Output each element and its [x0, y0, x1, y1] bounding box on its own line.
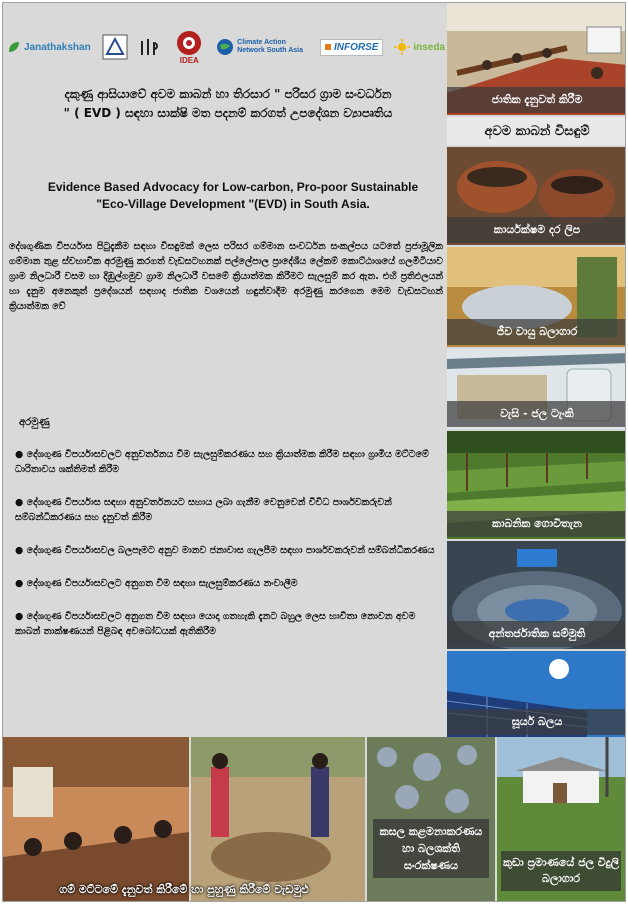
tile-caption: වැසි - ජල ටැංකි	[447, 401, 626, 427]
poster	[2, 2, 626, 902]
tile-caption: සූර්ය බලය	[447, 709, 626, 735]
title-english: Evidence Based Advocacy for Low-carbon, Pro-poor Sustainable "Eco-Village Development "(EVD) in South Asia.	[47, 180, 419, 211]
bottom-photo-row	[3, 737, 625, 902]
photo-waste-management	[367, 737, 495, 902]
objective-text: දේශගුණ විපර්යාසවලට අනුගත වීම සඳහා යොදා ගතහැකි දැනට බහුල ලෙස භාවිතා නොවන අවම කාබන් තාක්ෂණයන් පිළිබඳ අවබෝධයක් ඇතිකිරීම	[15, 611, 416, 637]
leaf-icon	[7, 40, 21, 54]
idea-emblem-icon	[173, 30, 205, 56]
tile-caption: කාර්යක්ෂම දර ලිප	[447, 217, 626, 243]
can-sa-logo	[216, 38, 309, 56]
inseda-logo	[394, 39, 445, 55]
low-carbon-solutions-banner: අවම කාබන් විසඳුම්	[447, 117, 626, 145]
photo-classroom-training	[3, 737, 189, 902]
photo-international-conventions	[447, 541, 626, 649]
workshop-photo	[191, 737, 365, 902]
objective-text: දේශගුණ විපර්යාසවලට අනුවර්තනය වීම සැලසුම්කරණය සහ ක්‍රියාත්මක කිරීම සඳහා ග්‍රාමීය මට්ටමේ ධාරිතාවය ශක්තිමත් කිරීම	[15, 449, 429, 475]
photo-caption: කුඩා ප්‍රමාණයේ ජල විදුලි බලාගාර	[501, 851, 621, 891]
adc-emblem-icon	[102, 34, 128, 60]
photo-village-workshop	[191, 737, 365, 902]
training-photo	[3, 737, 189, 902]
list-item: ● දේශගුණ විපර්යාසවලට අනුගත වීම සඳහා යොදා ගතහැකි දැනට බහුල ලෙස භාවිතා නොවන අවම කාබන් තාක්ෂණයන් පිළිබඳ අවබෝධයක් ඇතිකිරීම	[15, 611, 416, 637]
dib-logo	[138, 35, 162, 59]
sun-icon	[394, 39, 410, 55]
photo-biogas	[447, 247, 626, 347]
photo-rainwater-tank	[447, 349, 626, 429]
list-item: ● දේශගුණ විපර්යාසවල බලපෑමට අනුව මානව ජනාවාස ගැලපීම සඳහා පාර්ශවකරුවන් සම්බන්ධීකරණය	[15, 545, 435, 556]
right-photo-column	[447, 3, 626, 737]
logo-label: Janathakshan	[24, 41, 91, 53]
list-item: ● දේශගුණ විපර්යාසවලට අනුගත වීම සඳහා සැලසුම්කරණය නංවාලීම	[15, 578, 298, 589]
photo-solar-power	[447, 651, 626, 737]
list-item: ● දේශගුණ විපර්යාස සඳහා අනුවර්තනයට සහාය ලබා ගැනීම වෙනුවෙන් විවිධ පාර්ශවකරුවන් සම්බන්ධීකරණය සහ දැනුවත් කිරීම	[15, 497, 392, 523]
logo-row	[7, 27, 445, 67]
tile-caption: කාබනික ගොවිතැන	[447, 511, 626, 537]
objectives-list	[15, 447, 435, 657]
logo-label: Climate Action Network South Asia	[237, 39, 304, 54]
title-sinhala: දකුණු ආසියාවේ අවම කාබන් හා තිරසාර " පරිසර ග්‍රාම සංවර්ධන " ( EVD ) සඳහා සාක්ෂි මත පදනම් කරගත් උපදේශන ව්‍යාපෘතිය	[63, 87, 393, 120]
can-globe-icon	[216, 38, 234, 56]
photo-efficient-stove	[447, 147, 626, 245]
objective-text: දේශගුණ විපර්යාස සඳහා අනුවර්තනයට සහාය ලබා ගැනීම වෙනුවෙන් විවිධ පාර්ශවකරුවන් සම්බන්ධීකරණය සහ දැනුවත් කිරීම	[15, 497, 392, 523]
photo-national-awareness	[447, 3, 626, 115]
logo-label: INFORSE	[334, 41, 379, 53]
inforse-logo-icon	[325, 44, 331, 50]
photo-organic-farming	[447, 431, 626, 539]
logo-label: IDEA	[179, 55, 199, 65]
tile-caption: ජීව වායු බලාගාර	[447, 319, 626, 345]
bottom-caption-training: ගම් මට්ටමේ දැනුවත් කිරීමේ හා පුහුණු කිරීමේ වැඩමුළු	[59, 883, 309, 896]
objectives-heading: අරමුණු	[19, 417, 50, 428]
tile-caption: අන්තර්ජාතික සම්මුති	[447, 621, 626, 647]
logo-label: inseda	[413, 41, 445, 53]
tile-caption: ජාතික දැනුවත් කිරීම	[447, 87, 626, 113]
janathakshan-logo	[7, 40, 91, 54]
dib-logo-icon	[138, 35, 162, 59]
objective-text: දේශගුණ විපර්යාසවලට අනුගත වීම සඳහා සැලසුම්කරණය නංවාලීම	[26, 578, 298, 589]
adc-logo	[102, 34, 128, 60]
photo-micro-hydro	[497, 737, 625, 902]
intro-paragraph: දේශගුණික විපර්යාස පිටුදැකීම සඳහා විසඳුමක් ලෙස පරිසර ගම්මාන සංවර්ධන සංකල්පය යටතේ ප්‍රජාමූලික ගම්මාන තුළ ස්වභාවික අරමුණු කරගත් වැඩසටහනක් පල්ලේපාල ප්‍රාදේශීය ලේකම් කොට්ඨාශයේ ගලමිටියාව ග්‍රාම නිලධාරී වසම හා දිඹුල්ගමුව ග්‍රාම නිලධාරී වසමේ ක්‍රියාත්මක කිරීමට සැලසුම් කර ඇත. එහි ප්‍රතිඵලයන් හා දැනුම අනෙකුත් ප්‍රදේශයන් සඳහාද ජාතික වශයෙන් හඳුන්වාදීම අරමුණු කරගෙන මෙම වැඩසටහන් ක්‍රියාත්මක වේ	[9, 241, 443, 312]
list-item: ● දේශගුණ විපර්යාසවලට අනුවර්තනය වීම සැලසුම්කරණය සහ ක්‍රියාත්මක කිරීම සඳහා ග්‍රාමීය මට්ටමේ ධාරිතාවය ශක්තිමත් කිරීම	[15, 449, 429, 475]
idea-logo	[173, 30, 205, 65]
photo-caption: කසල කළමනාකරණය හා බලශක්ති සංරක්ෂණය	[373, 819, 489, 878]
inforse-logo	[320, 39, 383, 56]
objective-text: දේශගුණ විපර්යාසවල බලපෑමට අනුව මානව ජනාවාස ගැලපීම සඳහා පාර්ශවකරුවන් සම්බන්ධීකරණය	[26, 545, 435, 556]
